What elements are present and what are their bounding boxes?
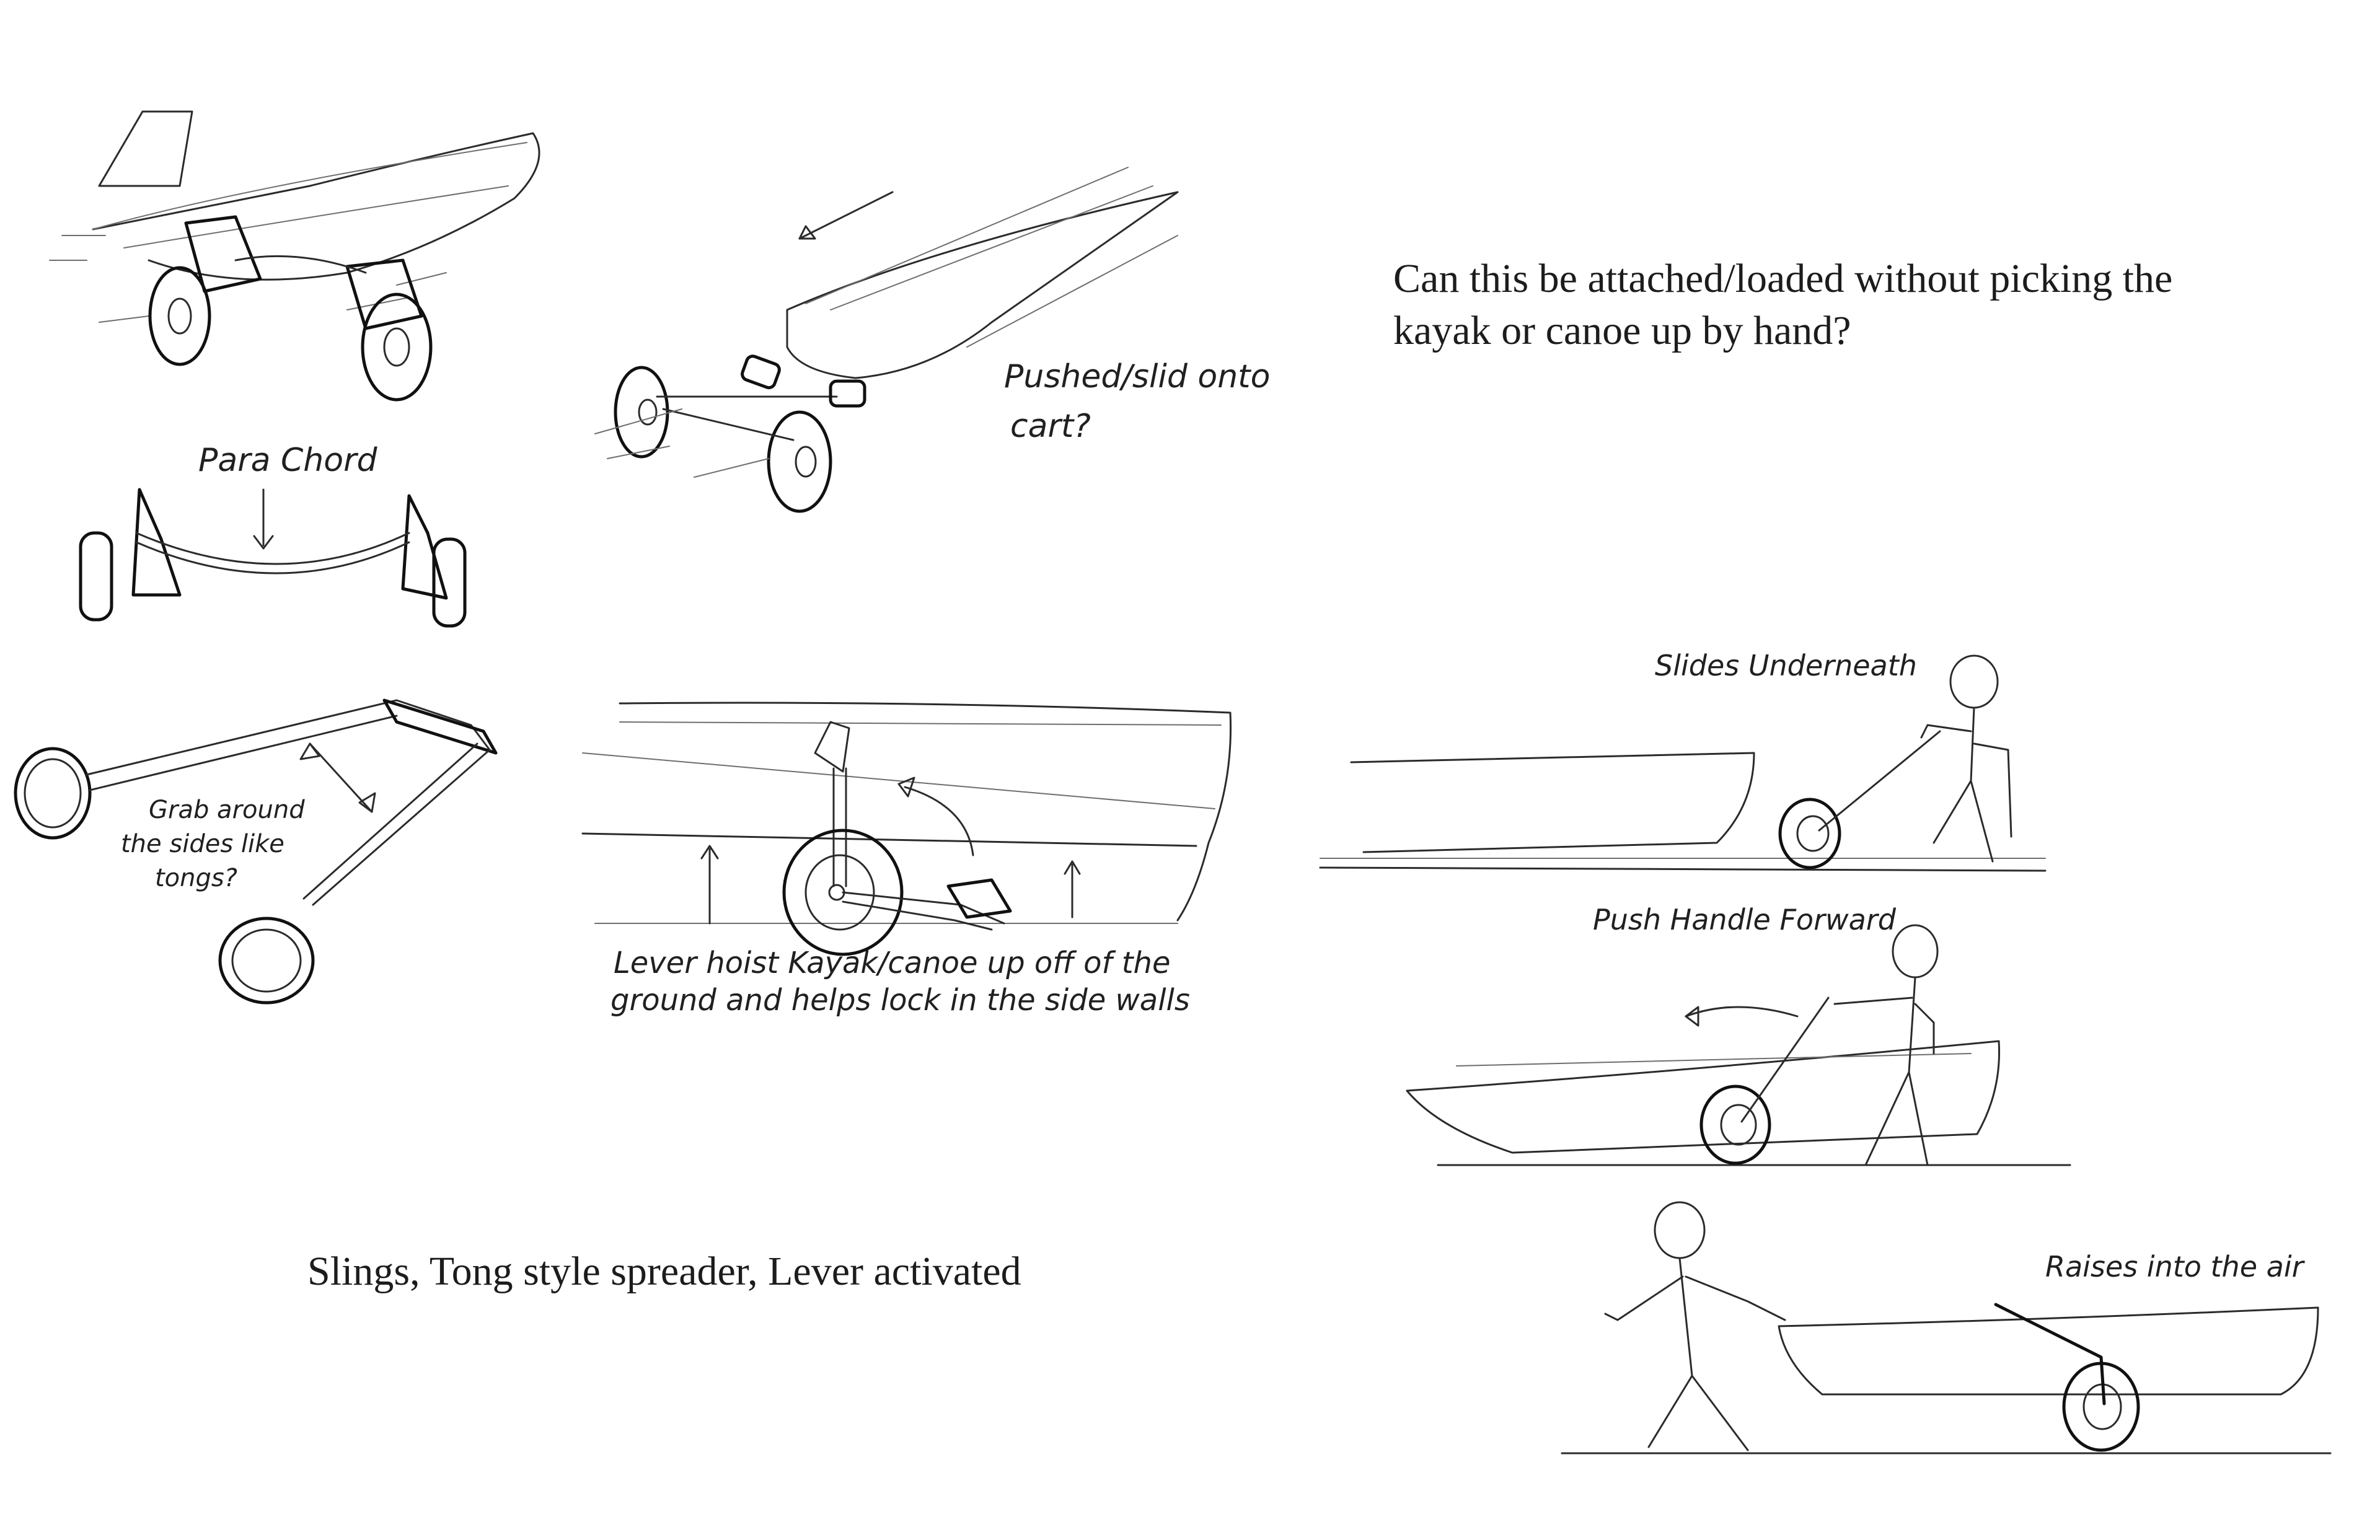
question-text — [1393, 253, 2261, 357]
lever-hoist-sketch — [583, 703, 1231, 1018]
question-line-2: kayak or canoe up by hand? — [1393, 308, 1851, 353]
pushed-label-line1: Pushed/slid onto — [1004, 358, 1271, 395]
tong-spreader-sketch — [15, 700, 496, 1003]
raises-label: Raises into the air — [2045, 1250, 2304, 1283]
grab-label-line3: tongs? — [155, 864, 237, 892]
lever-label-line2: ground and helps lock in the side walls — [610, 983, 1190, 1018]
grab-label-line1: Grab around — [149, 796, 305, 824]
push-handle-label: Push Handle Forward — [1593, 903, 1896, 936]
pushed-onto-cart-sketch — [595, 167, 1270, 511]
push-handle-sketch — [1407, 903, 2070, 1165]
raises-into-air-sketch — [1562, 1202, 2330, 1453]
grab-label-line2: the sides like — [121, 830, 284, 858]
lever-label-line1: Lever hoist Kayak/canoe up off of the — [614, 946, 1171, 980]
para-chord-sketch — [81, 442, 465, 626]
kayak-cart-sketch — [50, 112, 539, 400]
para-chord-label: Para Chord — [198, 442, 377, 479]
question-line-1: Can this be attached/loaded without picking the — [1393, 256, 2173, 301]
pushed-label-line2: cart? — [1010, 408, 1091, 445]
slides-label: Slides Underneath — [1655, 649, 1917, 682]
slides-underneath-sketch — [1320, 649, 2045, 871]
caption-text: Slings, Tong style spreader, Lever activated — [307, 1249, 1021, 1294]
